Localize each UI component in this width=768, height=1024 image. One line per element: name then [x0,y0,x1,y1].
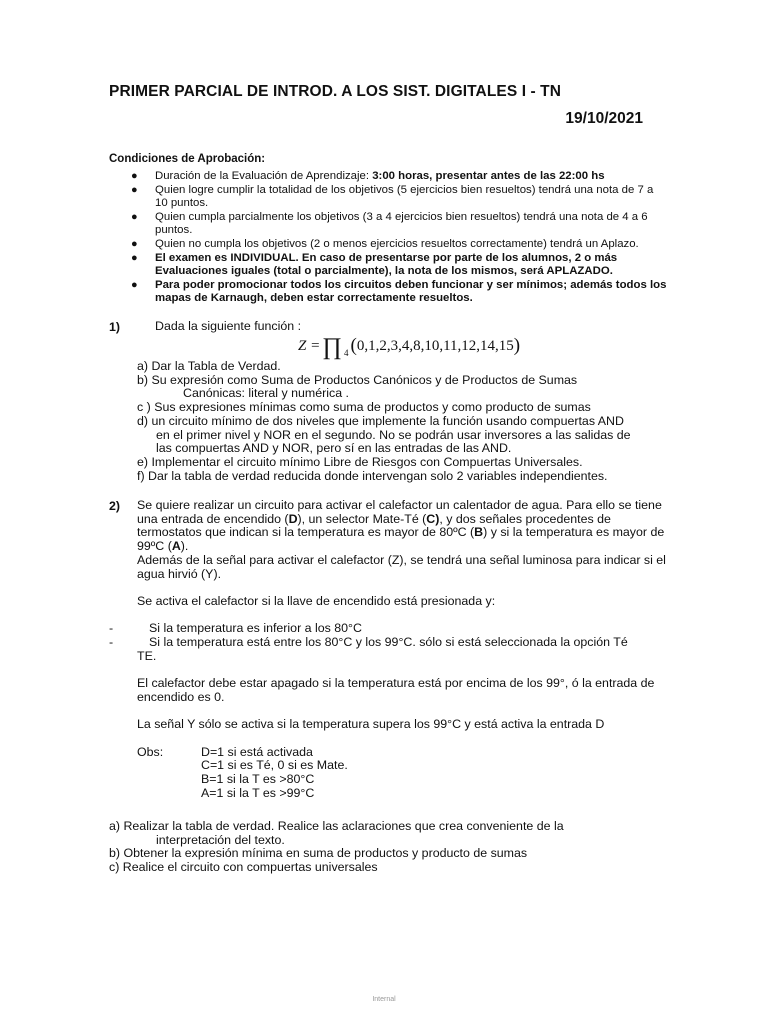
q1-item-d: d) un circuito mínimo de dos niveles que implemente la función usando compuertas AND [137,413,624,428]
obs-label: Obs: [137,744,164,759]
exam-title: PRIMER PARCIAL DE INTROD. A LOS SIST. DIGITALES I - TN [109,83,562,100]
conditions-list [128,170,668,306]
formula-subscript: 4 [343,348,349,358]
q1-item-b-cont: Canónicas: literal y numérica . [183,386,349,401]
q2-task-a: a) Realizar la tabla de verdad. Realice las aclaraciones que crea conveniente de la [109,819,564,833]
q2-dash-item-1: - Si la temperatura es inferior a los 80°C [109,621,362,636]
q1-item-b: b) Su expresión como Suma de Productos Canónicos y de Productos de Sumas [137,372,578,387]
exam-date: 19/10/2021 [565,110,643,127]
bullet-icon: ● [131,237,138,250]
q1-item-a: a) Dar la Tabla de Verdad. [137,359,281,373]
formula-terms: 0,1,2,3,4,8,10,11,12,14,15 [356,338,514,354]
condition-item: ● Quien no cumpla los objetivos (2 o menos ejercicios resueltos correctamente) tendrá un Aplazo. [131,237,639,250]
condition-item: ● Para poder promocionar todos los circuitos deben funcionar y ser mínimos; además todos los mapas de Karnaugh, deben estar correctamente resueltos. [131,278,667,304]
q2-dash-item-2-cont: TE. [137,648,157,663]
q2-paragraph-3: Se activa el calefactor si la llave de encendido está presionada y: [137,593,496,608]
q2-paragraph-5: La señal Y sólo se activa si la temperatura supera los 99°C y está activa la entrada D [137,717,605,732]
q2-task-c: c) Realice el circuito con compuertas universales [109,860,378,875]
q1-item-e: e) Implementar el circuito mínimo Libre de Riesgos con Compuertas Universales. [137,454,583,469]
obs-list [201,746,348,801]
q2-paragraph-2: Además de la señal para activar el calefactor (Z), se tendrá una señal luminosa para indicar si el agua hirvió (Y). [137,552,666,581]
question-2-number: 2) [109,499,121,513]
question-1-number: 1) [109,320,121,334]
product-symbol: ∏ [322,334,342,360]
bullet-icon: ● [131,170,138,182]
footer-classification: Internal [372,996,396,1003]
q1-item-f: f) Dar la tabla de verdad reducida donde intervengan solo 2 variables independientes. [137,468,608,483]
bullet-icon: ● [131,251,138,264]
bullet-icon: ● [131,210,138,223]
condition-item: ● El examen es INDIVIDUAL. En caso de presentarse por parte de los alumnos, 2 o más Evaluaciones iguales (total o parcialmente), la nota de los mismos, será APLAZADO. [131,251,618,277]
q2-task-a-cont: interpretación del texto. [156,832,285,847]
question-1-formula: Z =∏ $_4$ (0,1,2,3,4,8,10,11,12,14,15) [298,334,521,360]
q2-task-b: b) Obtener la expresión mínima en suma de productos y producto de sumas [109,846,528,861]
q2-paragraph-1: Se quiere realizar un circuito para activar el calefactor un calentador de agua. Para ello se tiene una entrada de encendido (D), un selector Mate-Té (C), y dos señales procedentes de termostatos que indican si la temperatura es mayor de 80ºC (B) y si la temperatura es mayor de 99ºC (A). [137,498,665,554]
question-2-tasks [109,820,669,875]
bullet-icon: ● [131,183,138,196]
obs-item: C=1 si es Té, 0 si es Mate. [201,758,348,773]
q1-item-d-cont: en el primer nivel y NOR en el segundo. No se podrán usar inversores a las salidas de [156,427,631,442]
q2-observations [137,746,667,801]
q1-item-d-cont: las compuertas AND y NOR, pero sí en las entradas de las AND. [156,441,512,456]
q2-dash-item-2: - Si la temperatura está entre los 80°C y los 99°C. sólo si está seleccionada la opción Té [109,635,628,649]
condition-item: ● Quien logre cumplir la totalidad de los objetivos (5 ejercicios bien resueltos) tendrá una nota de 7 a 10 puntos. [131,183,654,209]
obs-item: A=1 si la T es >99°C [201,785,315,800]
formula-lhs: Z = [298,338,321,354]
q2-paragraph-4: El calefactor debe estar apagado si la temperatura está por encima de los 99°, ó la entrada de encendido es 0. [137,676,655,704]
obs-item: B=1 si la T es >80°C [201,771,315,786]
conditions-heading: Condiciones de Aprobación: [109,153,266,165]
question-1-items [137,360,667,483]
condition-item: ● Quien cumpla parcialmente los objetivos (3 a 4 ejercicios bien resueltos) tendrá una nota de 4 a 6 puntos. [131,210,648,236]
bullet-icon: ● [131,278,138,291]
condition-item: ● Duración de la Evaluación de Aprendizaje: 3:00 horas, presentar antes de las 22:00 hs [131,170,605,182]
q1-item-c: c ) Sus expresiones mínimas como suma de productos y como producto de sumas [137,400,591,415]
obs-item: D=1 si está activada [201,744,313,759]
question-1-intro: Dada la siguiente función : [155,319,302,333]
question-2-body [109,498,667,800]
